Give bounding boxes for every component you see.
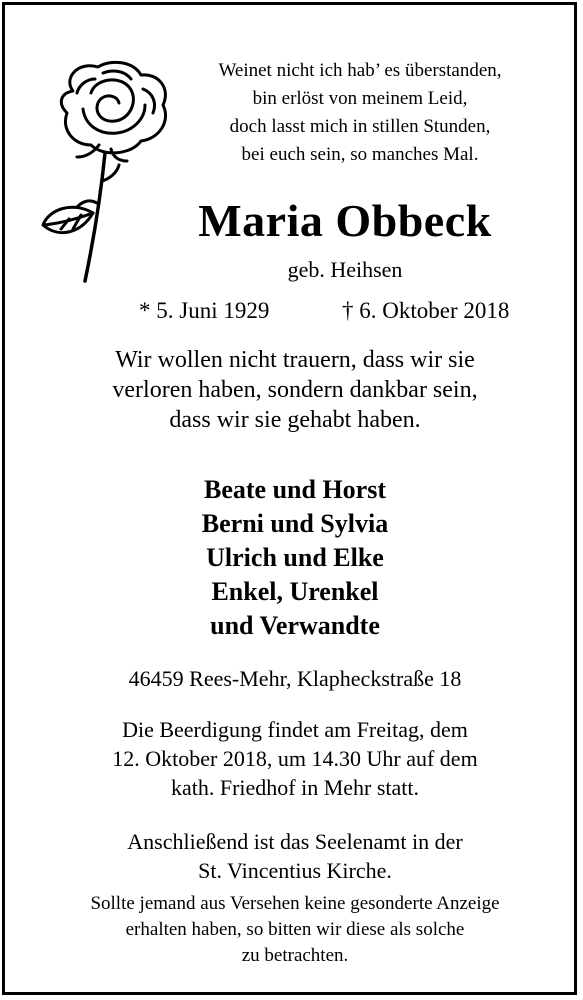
mourner-entry: Enkel, Urenkel [211,577,379,606]
notice-line: erhalten haben, so bitten wir diese als solche [125,919,465,940]
notice-line: zu betrachten. [241,945,349,966]
death-date: † 6. Oktober 2018 [342,298,510,323]
funeral-line: 12. Oktober 2018, um 14.30 Uhr auf dem [112,746,478,771]
rose-icon [33,53,183,288]
funeral-line: kath. Friedhof in Mehr statt. [170,775,420,800]
mourner-entry: Beate und Horst [204,475,386,504]
birth-name: geb. Heihsen [287,257,403,282]
poem-line: Weinet nicht ich hab’ es überstanden, [218,60,502,81]
poem-line: bei euch sein, so manches Mal. [241,144,479,165]
quote-line: Wir wollen nicht trauern, dass wir sie [115,347,475,373]
mourner-entry: und Verwandte [210,611,380,640]
mourner-entry: Berni und Sylvia [201,509,389,538]
deceased-name: Maria Obbeck [198,195,492,246]
mourners-list [25,473,565,643]
requiem-line: St. Vincentius Kirche. [198,858,392,883]
funeral-line: Die Beerdigung findet am Freitag, dem [122,717,468,742]
notice-line: Sollte jemand aus Versehen keine gesonderte Anzeige [90,893,500,914]
requiem-line: Anschließend ist das Seelenamt in der [127,829,463,854]
notice [15,891,575,969]
quote-line: verloren haben, sondern dankbar sein, [112,377,478,403]
obituary-frame [2,2,577,995]
poem-line: bin erlöst von meinem Leid, [252,88,468,109]
mourner-entry: Ulrich und Elke [206,543,384,572]
quote-line: dass wir sie gehabt haben. [169,407,421,433]
funeral-info [25,715,565,802]
birth-date: * 5. Juni 1929 [139,298,270,323]
poem-verse [175,57,545,169]
quote [25,345,565,435]
poem-line: doch lasst mich in stillen Stunden, [229,116,491,137]
requiem-info [25,827,565,885]
address: 46459 Rees-Mehr, Klapheckstraße 18 [128,666,462,691]
